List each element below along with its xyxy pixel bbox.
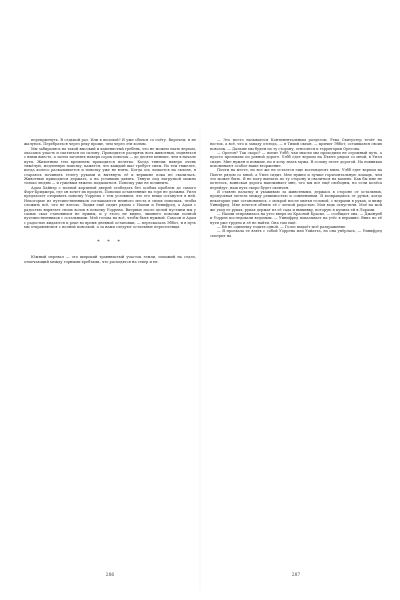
page-number-left: 286	[105, 573, 115, 578]
paragraph: — Орегон? Так скоро? — вопит Уэбб, чьи мысли мы проходили не огромный путь, а просто проплыли по ровной дороге. Уэбб едет верхом на Пьюте рядом со мной, в Уилл сидит. Мне нужен и повыше, но я хочу знать мужа. В голову лезет дорогой. На новинках вспоминают особое наше вторжение.	[210, 151, 382, 169]
paragraph: перепрыгнуть. В седьмой раз. Или в восьмой? Я уже сбился со счёту. Впрочем, я не жалуюсь. Перебраться через реку проще, чем через эти холмы.	[24, 138, 196, 147]
paragraph: Южный перевал — это широкий травянистый участок земли, похожий на седло, отмечающий между горными хребтами, что расходятся на север и юг.	[24, 255, 196, 264]
paragraph: Почти на месте, но все же не остается еще восемьдесят миль. Уэбб едет верхом на Пьюте рядом со мной, а Уилл сидит. Мне нужно и лучше горизонтальную лошадь, чем это может быть. Я не могу выехать по ту сторону и свалиться на камень. Как бы мне не хотелось, воинская дорога напоминает мне, что мы все ещё свободны, но если колёса перейдут, наш путь скоро будет окончен.	[210, 168, 382, 190]
section-break: * * *	[97, 239, 123, 246]
paragraph: — Я проехала ее взять с собой Уоррена или Уайатта, но она упёрлась, — Уинифред смотрит на	[210, 229, 382, 238]
left-page	[24, 138, 196, 578]
paragraph: Мы забирались на такой высокий и каменистый гребень, что не можем ехать верхом, опасаясь упасть и скатиться по склону. Приходится распрячь всех животных, подняться с ними вместе, а затем загонять наверх сорок повозок — до десяти меньше, чем в начале пути. Животным тем временем приходится нелегко. Когда тянешь наверх очень тяжёлую, медленную повозку, кажется, что каждый шаг требует силы. Но тем тяжелее, когда колесо раскалывается и повозку уже не взять. Когда ось ломается на склоне, я стараюсь починить телегу руками и вытянуть её к вершине пока не свалилась. Животных приходится держать, а на уставших давить. Тянуть под нагрузкой можно только людям — и гужевым тяжело подыматься. Повозку уже не починить.	[24, 146, 196, 186]
paragraph: — Это место называется Континентальным разделом. Река Свитуотер течёт на восток, а всё, что к западу отсюда, — в Тихий океан, — кричит Эббот, оставшаяся своих повозок. — Дальше мы будем по ту сторону, относится к территории Орегона.	[210, 138, 382, 151]
paragraph: — Наоми отправилась на утес вверх по Красной Краске, — сообщает она. — Джонуиб и Уоррен последовали ведомым. — Уинифред показывает на утёс в вершине. Вниз по её пути уже трудно и её не найти. Она там ещё.	[210, 211, 382, 225]
page-number-right: 287	[291, 573, 301, 578]
paragraph: Адам Хайнэр с полной корзиной дверей отобедать без особых проблем до самого Форт-Бриджера, где он хочет их продать. Повозки оставленные на горе не должны. Уилл предлагает отправить повозку Уоррена с тем условием, что его вещи останутся в ней. Некоторые из путешественников соглашаются немного места в своих повозках, чтобы сложить всё, что не влезло. Лидия ещё сидит рядом с Наоми и Уинифред, а Адам с радостью впрягает своих волов в повозку Уоррена. Впервые после целой пустыни мы у самых скал становимся не нужны, и у этого не видно, лишнего повозки полной путешественников с остальными. Мэй готова на всё, чтобы быть нужной. Самсон и Адам с радостью кидаются к реке во время дневной остановки, — пересказала Эббот, и в путь мы отправляемся с полной повозкой, а за нами следуют остальные переселенцы.	[24, 185, 196, 229]
right-page-text	[210, 138, 382, 556]
right-page	[210, 138, 382, 578]
paragraph: — Ей не одиночку ездить одной. — Голос выдаёт моё раздражение.	[217, 224, 347, 229]
left-page-text	[24, 138, 196, 556]
book-gutter	[199, 130, 201, 590]
paragraph: Я ставлю палатку и ухаживаю за животными, держась в стороне от остальных, пропускная метель между решимостью и сомнениями. Я возвращаюсь от ручья, когда некоторые уже остановились, с мокрой после мытья головой, с ведрами в руках, и вижу Уинифред. Мне хочется обнять её с легкой радостью. Моя ведь отпустили. Моё на мой же уход ее руках, руках держат из её сада и вышивку, которую я купила ей в Ларами.	[210, 190, 382, 212]
